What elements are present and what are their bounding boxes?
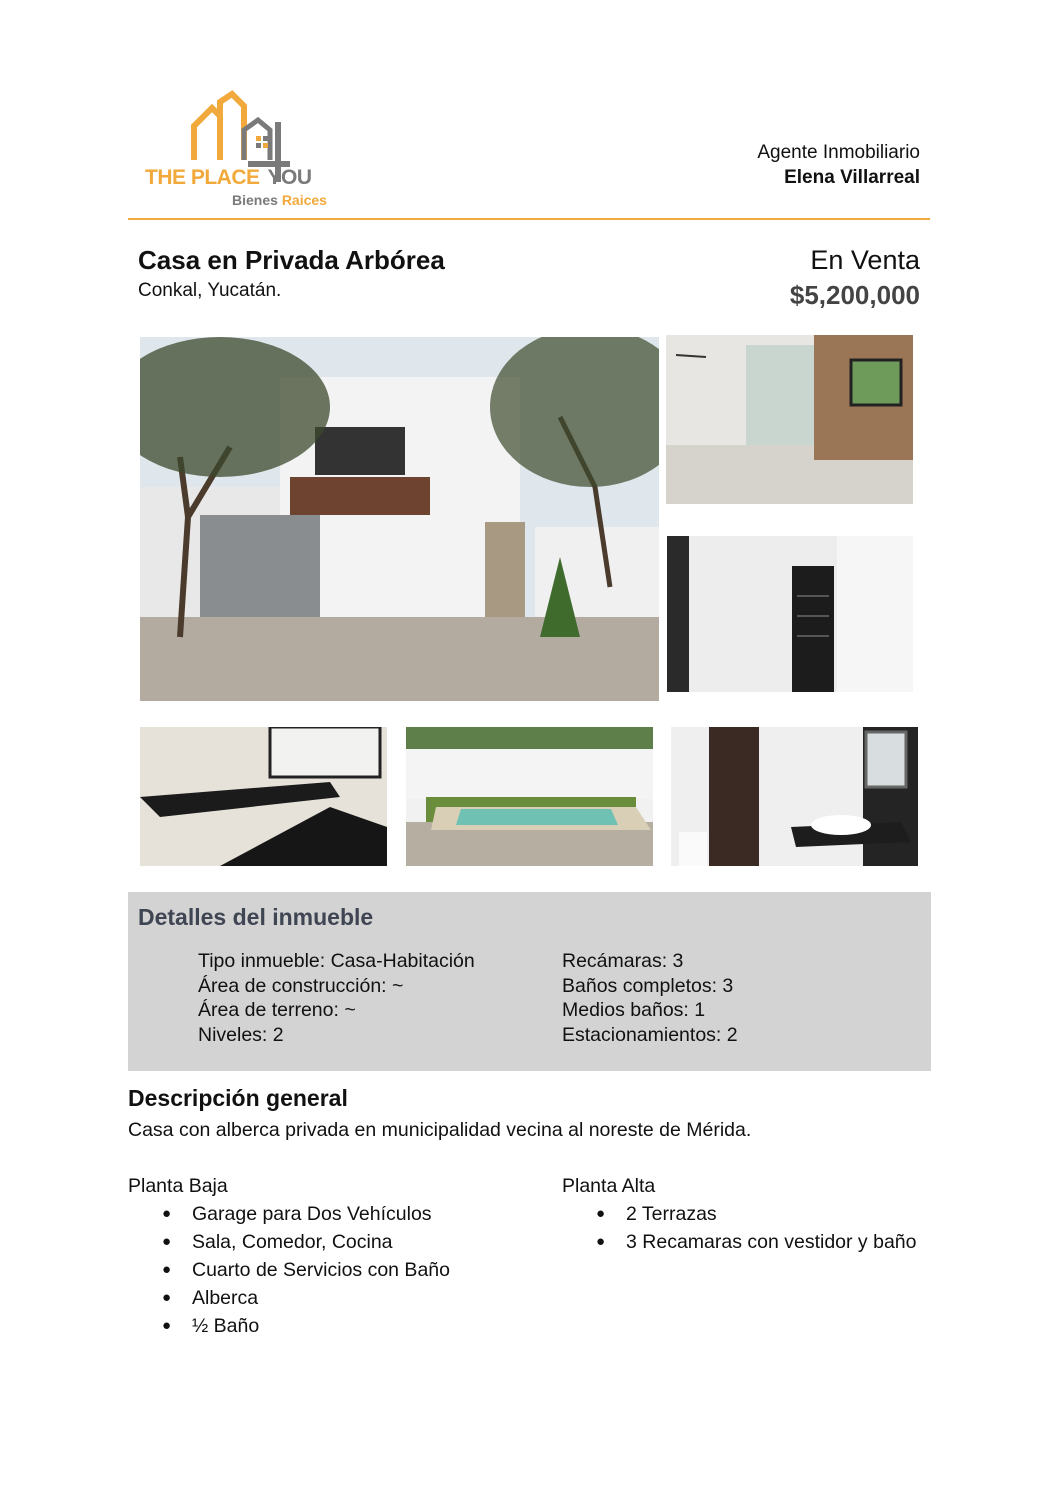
brand-tagline-part1: Bienes <box>232 192 278 208</box>
property-title: Casa en Privada Arbórea <box>138 245 445 275</box>
detail-item: Baños completos: 3 <box>562 974 734 997</box>
floor-ground-list <box>128 1200 528 1340</box>
floor-upper <box>562 1172 932 1256</box>
detail-item: Niveles: 2 <box>198 1023 284 1046</box>
photo-bathroom <box>671 727 918 866</box>
brand-name-part2: YOU <box>267 166 312 189</box>
floor-ground <box>128 1172 528 1340</box>
details-left-column <box>198 949 475 1047</box>
description-heading: Descripción general <box>128 1085 348 1111</box>
details-panel <box>128 892 931 1071</box>
floor-ground-title: Planta Baja <box>128 1175 228 1197</box>
property-price: $5,200,000 <box>789 280 920 310</box>
detail-item: Medios baños: 1 <box>562 999 706 1021</box>
detail-item: Estacionamientos: 2 <box>562 1023 738 1046</box>
photo-kitchen <box>140 727 387 866</box>
detail-item: Recámaras: 3 <box>562 950 684 972</box>
property-status: En Venta <box>810 245 920 275</box>
detail-item: Tipo inmueble: Casa-Habitación <box>198 950 475 972</box>
photo-facade <box>140 337 659 701</box>
list-item: ● Alberca <box>128 1284 528 1312</box>
header-divider <box>128 218 930 220</box>
photo-living-room <box>666 335 913 504</box>
brand-tagline-part2: Raices <box>281 192 327 208</box>
floor-upper-title: Planta Alta <box>562 1175 656 1197</box>
photo-pool <box>406 727 653 866</box>
brand-name-part1: THE PLACE <box>145 166 260 189</box>
details-right-column <box>562 949 738 1047</box>
agent-label: Agente Inmobiliario <box>757 142 920 163</box>
list-item: ● 2 Terrazas <box>562 1200 932 1228</box>
agent-block <box>757 140 920 190</box>
photo-closet <box>667 536 913 692</box>
list-item: ● Cuarto de Servicios con Baño <box>128 1256 528 1284</box>
floor-upper-list <box>562 1200 932 1256</box>
detail-item: Área de terreno: ~ <box>198 999 356 1021</box>
agent-name: Elena Villarreal <box>784 167 920 188</box>
details-heading: Detalles del inmueble <box>138 904 374 930</box>
list-item: ● 3 Recamaras con vestidor y baño <box>562 1228 932 1256</box>
list-item: ● Garage para Dos Vehículos <box>128 1200 528 1228</box>
detail-item: Área de construcción: ~ <box>198 974 404 997</box>
brand-logo <box>140 86 350 210</box>
property-location: Conkal, Yucatán. <box>138 280 282 301</box>
list-item: ● Sala, Comedor, Cocina <box>128 1228 528 1256</box>
description-text: Casa con alberca privada en municipalidad vecina al noreste de Mérida. <box>128 1119 752 1141</box>
list-item: ● ½ Baño <box>128 1312 528 1340</box>
